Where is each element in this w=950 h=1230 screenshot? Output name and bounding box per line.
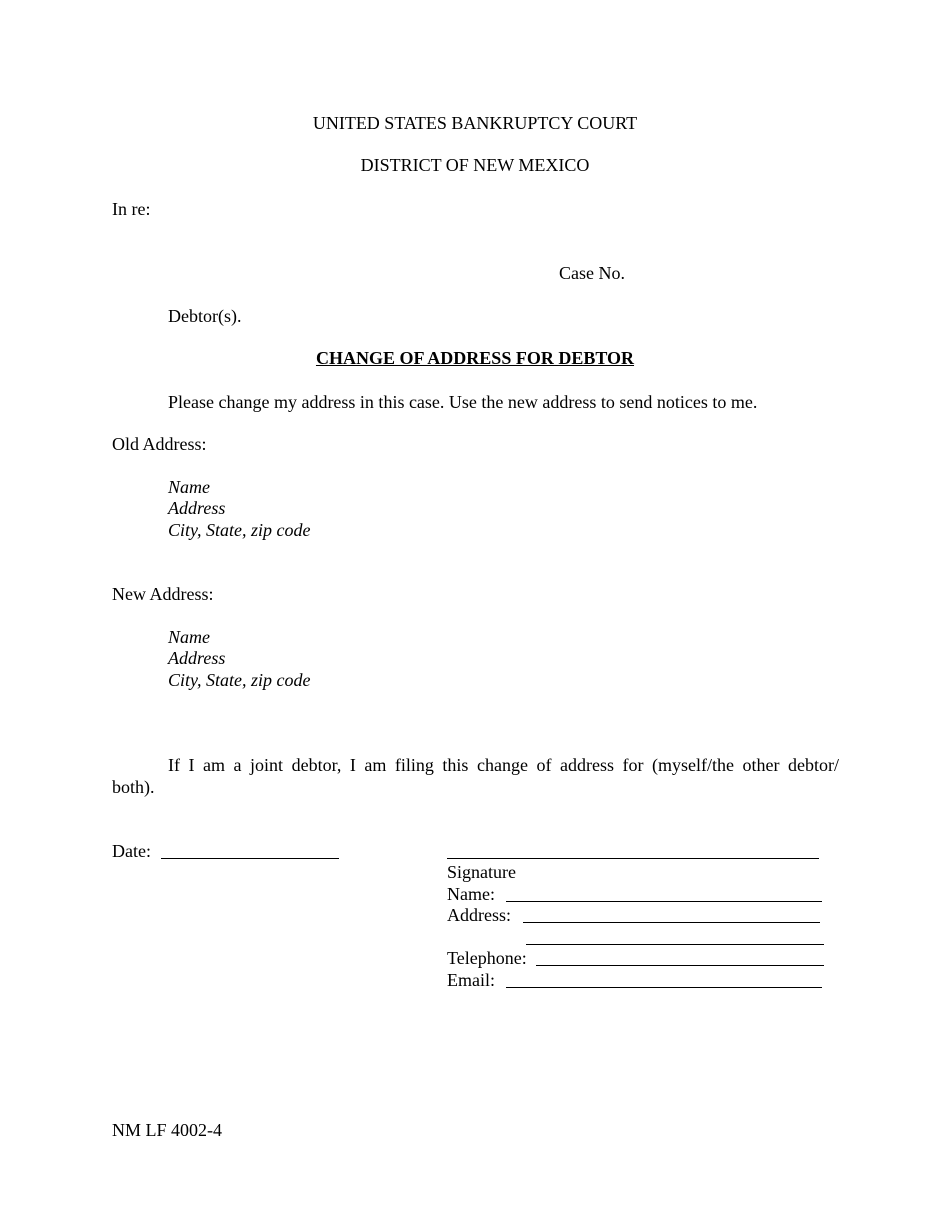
date-field-line[interactable] [161, 858, 339, 859]
joint-debtor-text-line2: both). [112, 777, 155, 797]
signature-line[interactable] [447, 858, 819, 859]
email-label: Email: [447, 970, 495, 990]
telephone-label: Telephone: [447, 948, 527, 968]
debtors-label: Debtor(s). [168, 306, 242, 326]
form-id: NM LF 4002-4 [112, 1120, 223, 1140]
address-field-line-2[interactable] [526, 944, 824, 945]
in-re-label: In re: [112, 199, 151, 219]
name-label: Name: [447, 884, 495, 904]
court-name: UNITED STATES BANKRUPTCY COURT [312, 113, 638, 133]
new-address-street: Address [168, 648, 226, 668]
district-name: DISTRICT OF NEW MEXICO [360, 155, 590, 175]
old-address-label: Old Address: [112, 434, 207, 454]
email-field-line[interactable] [506, 987, 822, 988]
case-number-label: Case No. [559, 263, 625, 283]
new-address-label: New Address: [112, 584, 214, 604]
signature-label: Signature [447, 862, 516, 882]
new-address-name: Name [168, 627, 210, 647]
telephone-field-line[interactable] [536, 965, 824, 966]
new-address-city: City, State, zip code [168, 670, 311, 690]
old-address-name: Name [168, 477, 210, 497]
date-label: Date: [112, 841, 151, 861]
address-field-line-1[interactable] [523, 922, 820, 923]
old-address-street: Address [168, 498, 226, 518]
name-field-line[interactable] [506, 901, 822, 902]
address-label: Address: [447, 905, 511, 925]
old-address-city: City, State, zip code [168, 520, 311, 540]
intro-text: Please change my address in this case. Use the new address to send notices to me. [168, 392, 758, 412]
form-title: CHANGE OF ADDRESS FOR DEBTOR [315, 348, 635, 368]
joint-debtor-text-line1: If I am a joint debtor, I am filing this change of address for (myself/the other debtor/ [168, 755, 839, 775]
